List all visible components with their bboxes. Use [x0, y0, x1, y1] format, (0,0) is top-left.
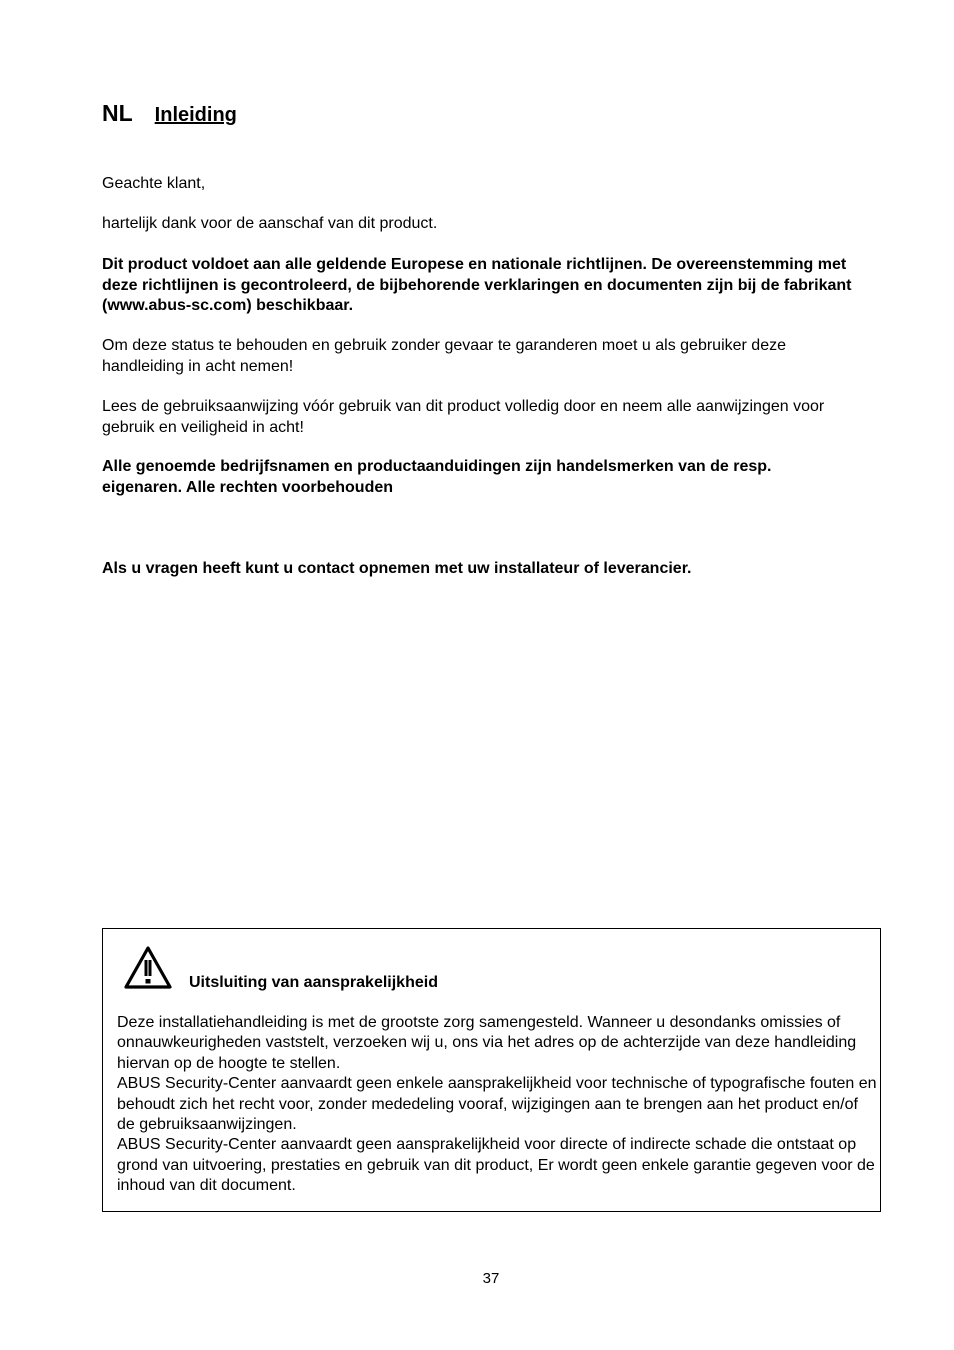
disclaimer-title: Uitsluiting van aansprakelijkheid	[189, 974, 438, 991]
thanks-paragraph: hartelijk dank voor de aanschaf van dit product.	[102, 215, 438, 232]
section-heading	[102, 100, 237, 127]
greeting-paragraph: Geachte klant,	[102, 175, 206, 192]
conformity-paragraph: Dit product voldoet aan alle geldende Europese en nationale richtlijnen. De overeenstemming met deze richtlijnen is gecontroleerd, de bijbehorende verklaringen en documenten zijn bij de fabrikant (www.abus-sc.com) beschikbaar.	[102, 256, 852, 314]
disclaimer-paragraph-2: ABUS Security-Center aanvaardt geen enkele aansprakelijkheid voor technische of typografische fouten en behoudt zich het recht voor, zonder mededeling vooraf, wijzigingen aan te brengen aan het product en/of de gebruiksaanwijzingen.	[117, 1075, 877, 1134]
read-instructions-paragraph: Lees de gebruiksaanwijzing vóór gebruik van dit product volledig door en neem alle aanwijzingen voor gebruik en veiligheid in acht!	[102, 398, 825, 436]
contact-paragraph: Als u vragen heeft kunt u contact opnemen met uw installateur of leverancier.	[102, 560, 692, 577]
section-title: Inleiding	[154, 104, 237, 126]
warning-triangle-icon	[123, 945, 173, 991]
disclaimer-paragraph-3: ABUS Security-Center aanvaardt geen aansprakelijkheid voor directe of indirecte schade die ontstaat op grond van uitvoering, prestaties en gebruik van dit product, Er wordt geen enkele garantie gegeven voor de inhoud van dit document.	[117, 1136, 875, 1195]
disclaimer-body	[117, 1013, 879, 1197]
disclaimer-paragraph-1: Deze installatiehandleiding is met de grootste zorg samengesteld. Wanneer u desondanks omissies of onnauwkeurigheden vaststelt, verzoeken wij u, ons via het adres op de achterzijde van deze handleiding hiervan op de hoogte te stellen.	[117, 1014, 857, 1072]
page-number: 37	[482, 1270, 500, 1287]
status-paragraph: Om deze status te behouden en gebruik zonder gevaar te garanderen moet u als gebruiker deze handleiding in acht nemen!	[102, 337, 786, 375]
trademarks-paragraph: Alle genoemde bedrijfsnamen en productaanduidingen zijn handelsmerken van de resp. eigenaren. Alle rechten voorbehouden	[102, 458, 772, 496]
disclaimer-box	[102, 928, 881, 1212]
language-code: NL	[102, 100, 133, 126]
